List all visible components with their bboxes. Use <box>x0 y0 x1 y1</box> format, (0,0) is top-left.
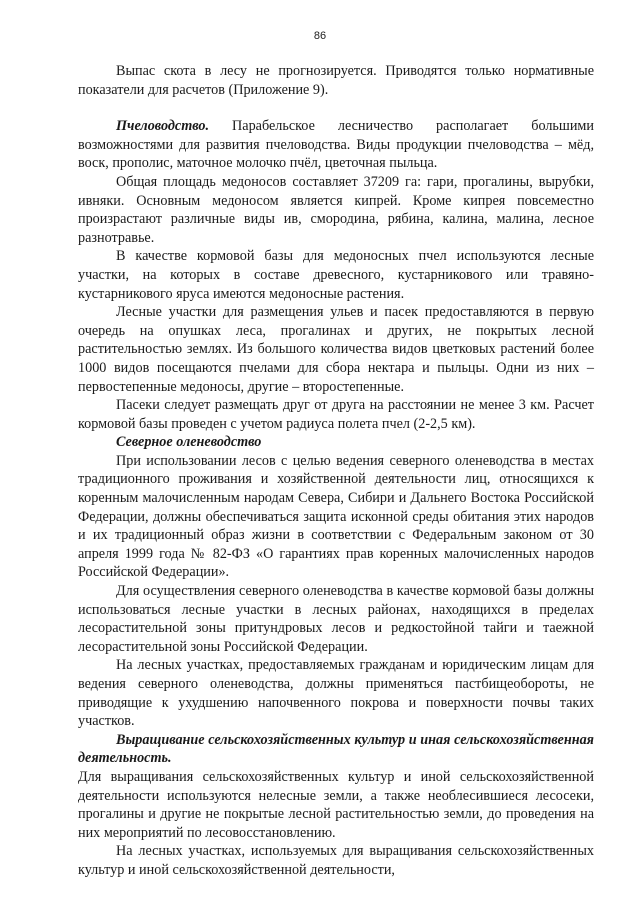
paragraph-honey-plants-area: Общая площадь медоносов составляет 37209 га: гари, прогалины, вырубки, ивняки. Основным медоносом является кипрей. Кроме кипрея повсеместно произрастают различные виды ив, смородина, рябина, калина, малина, лесное разнотравье. <box>78 173 594 246</box>
document-body <box>78 62 594 880</box>
paragraph-beekeeping-intro <box>78 117 594 173</box>
beekeeping-heading: Пчеловодство. <box>116 118 210 135</box>
beekeeping-intro-text: Парабельское лесничество располагает большими возможностями для развития пчеловодства. Виды продукции пчеловодства – мёд, воск, прополис, маточное молочко пчёл, цветочная пыльца. <box>78 118 594 172</box>
paragraph-forage-base: В качестве кормовой базы для медоносных пчел используются лесные участки, на которых в составе древесного, кустарникового или травяно-кустарникового яруса имеются медоносные растения. <box>78 248 594 302</box>
paragraph-apiary-distance: Пасеки следует размещать друг от друга на расстоянии не менее 3 км. Расчет кормовой базы проведен с учетом радиуса полета пчел (2-2,5 км). <box>78 397 594 432</box>
paragraph-agriculture-plots: На лесных участках, используемых для выращивания сельскохозяйственных культур и иной сельскохозяйственной деятельности, <box>78 843 594 878</box>
section-heading-agriculture: Выращивание сельскохозяйственных культур и иная сельскохозяйственная деятельность. <box>78 731 594 767</box>
paragraph-reindeer-law: При использовании лесов с целью ведения северного оленеводства в местах традиционного проживания и хозяйственной деятельности лиц, относящихся к коренным малочисленным народам Севера, Сибири и Дальнего Востока Российской Федерации, должны обеспечиваться защита исконной среды обитания этих народов и их традиционный образ жизни в соответствии с Федеральным законом от 30 апреля 1999 года № 82-ФЗ «О гарантиях прав коренных малочисленных народов Российской Федерации». <box>78 452 594 581</box>
paragraph-hive-placement: Лесные участки для размещения ульев и пасек предоставляются в первую очередь на опушках леса, прогалинах и других, не покрытых лесной растительностью землях. Из большого количества видов цветковых растений более 1000 видов посещаются пчелами для сбора нектара и пыльцы. Одни из них – первостепенные медоносы, другие – второстепенные. <box>78 304 594 395</box>
paragraph-reindeer-zones: Для осуществления северного оленеводства в качестве кормовой базы должны использоваться лесные участки в лесных районах, находящихся в пределах лесорастительной зоны притундровых лесов и редкостойной тайги и таежной лесорастительной зоны Российской Федерации. <box>78 583 594 655</box>
paragraph-pasture-rotation: На лесных участках, предоставляемых гражданам и юридическим лицам для ведения северного оленеводства, должны применяться пастбищеобороты, не приводящие к ухудшению напочвенного покрова и поверхности почвы таких участков. <box>78 657 594 730</box>
paragraph-agriculture-lands: Для выращивания сельскохозяйственных культур и иной сельскохозяйственной деятельности используются нелесные земли, а также необлесившиеся лесосеки, прогалины и другие не покрытые лесной растительностью земли, до проведения на них мероприятий по лесовосстановлению. <box>78 768 594 841</box>
page-number: 86 <box>313 30 327 42</box>
paragraph-livestock: Выпас скота в лесу не прогнозируется. Приводятся только нормативные показатели для расчетов (Приложение 9). <box>78 63 594 98</box>
section-heading-reindeer: Северное оленеводство <box>116 434 262 451</box>
